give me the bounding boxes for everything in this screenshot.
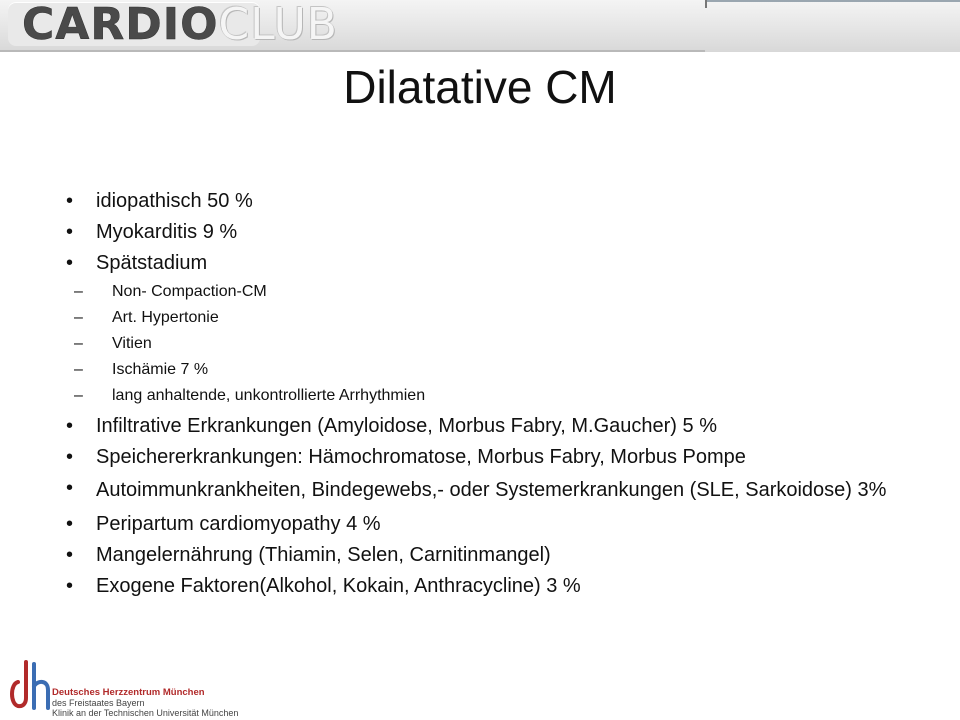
dhz-logo-icon bbox=[8, 652, 52, 718]
bullet-item: • Mangelernährung (Thiamin, Selen, Carnitinmangel) bbox=[64, 540, 944, 571]
logo-text-dark: CARDIO bbox=[22, 0, 219, 50]
bullet-item: • Speichererkrankungen: Hämochromatose, Morbus Fabry, Morbus Pompe bbox=[64, 442, 944, 473]
dhz-name: Deutsches Herzzentrum München bbox=[52, 687, 205, 698]
header-rule bbox=[705, 0, 960, 2]
dhz-line2: des Freistaates Bayern bbox=[52, 698, 145, 708]
header-divider bbox=[0, 50, 705, 52]
dhz-wordmark bbox=[52, 688, 238, 718]
sub-bullet-item: – Ischämie 7 % bbox=[72, 357, 944, 383]
logo-text-light: CLUB bbox=[218, 0, 338, 50]
sub-bullet-item: – Art. Hypertonie bbox=[72, 305, 944, 331]
dhz-line3: Klinik an der Technischen Universität München bbox=[52, 708, 239, 718]
header-band bbox=[0, 0, 960, 52]
bullet-item: • idiopathisch 50 % bbox=[64, 186, 944, 217]
header-tick bbox=[705, 0, 707, 8]
bullet-item: • Spätstadium bbox=[64, 248, 944, 279]
bullet-item: • Exogene Faktoren(Alkohol, Kokain, Anthracycline) 3 % bbox=[64, 571, 944, 602]
cardioclub-logo bbox=[8, 0, 338, 50]
sub-bullet-item: – Vitien bbox=[72, 331, 944, 357]
sub-bullet-list bbox=[64, 279, 944, 411]
bullet-item: • Myokarditis 9 % bbox=[64, 217, 944, 248]
bullet-item: • Peripartum cardiomyopathy 4 % bbox=[64, 509, 944, 540]
bullet-item: • Autoimmunkrankheiten, Bindegewebs,- oder Systemerkrankungen (SLE, Sarkoidose) 3% bbox=[64, 473, 944, 509]
slide-title: Dilatative CM bbox=[343, 61, 617, 113]
bullet-item: • Infiltrative Erkrankungen (Amyloidose, Morbus Fabry, M.Gaucher) 5 % bbox=[64, 411, 944, 442]
bullet-list bbox=[64, 186, 944, 602]
sub-bullet-item: – Non- Compaction-CM bbox=[72, 279, 944, 305]
sub-bullet-item: – lang anhaltende, unkontrollierte Arrhythmien bbox=[72, 383, 944, 409]
